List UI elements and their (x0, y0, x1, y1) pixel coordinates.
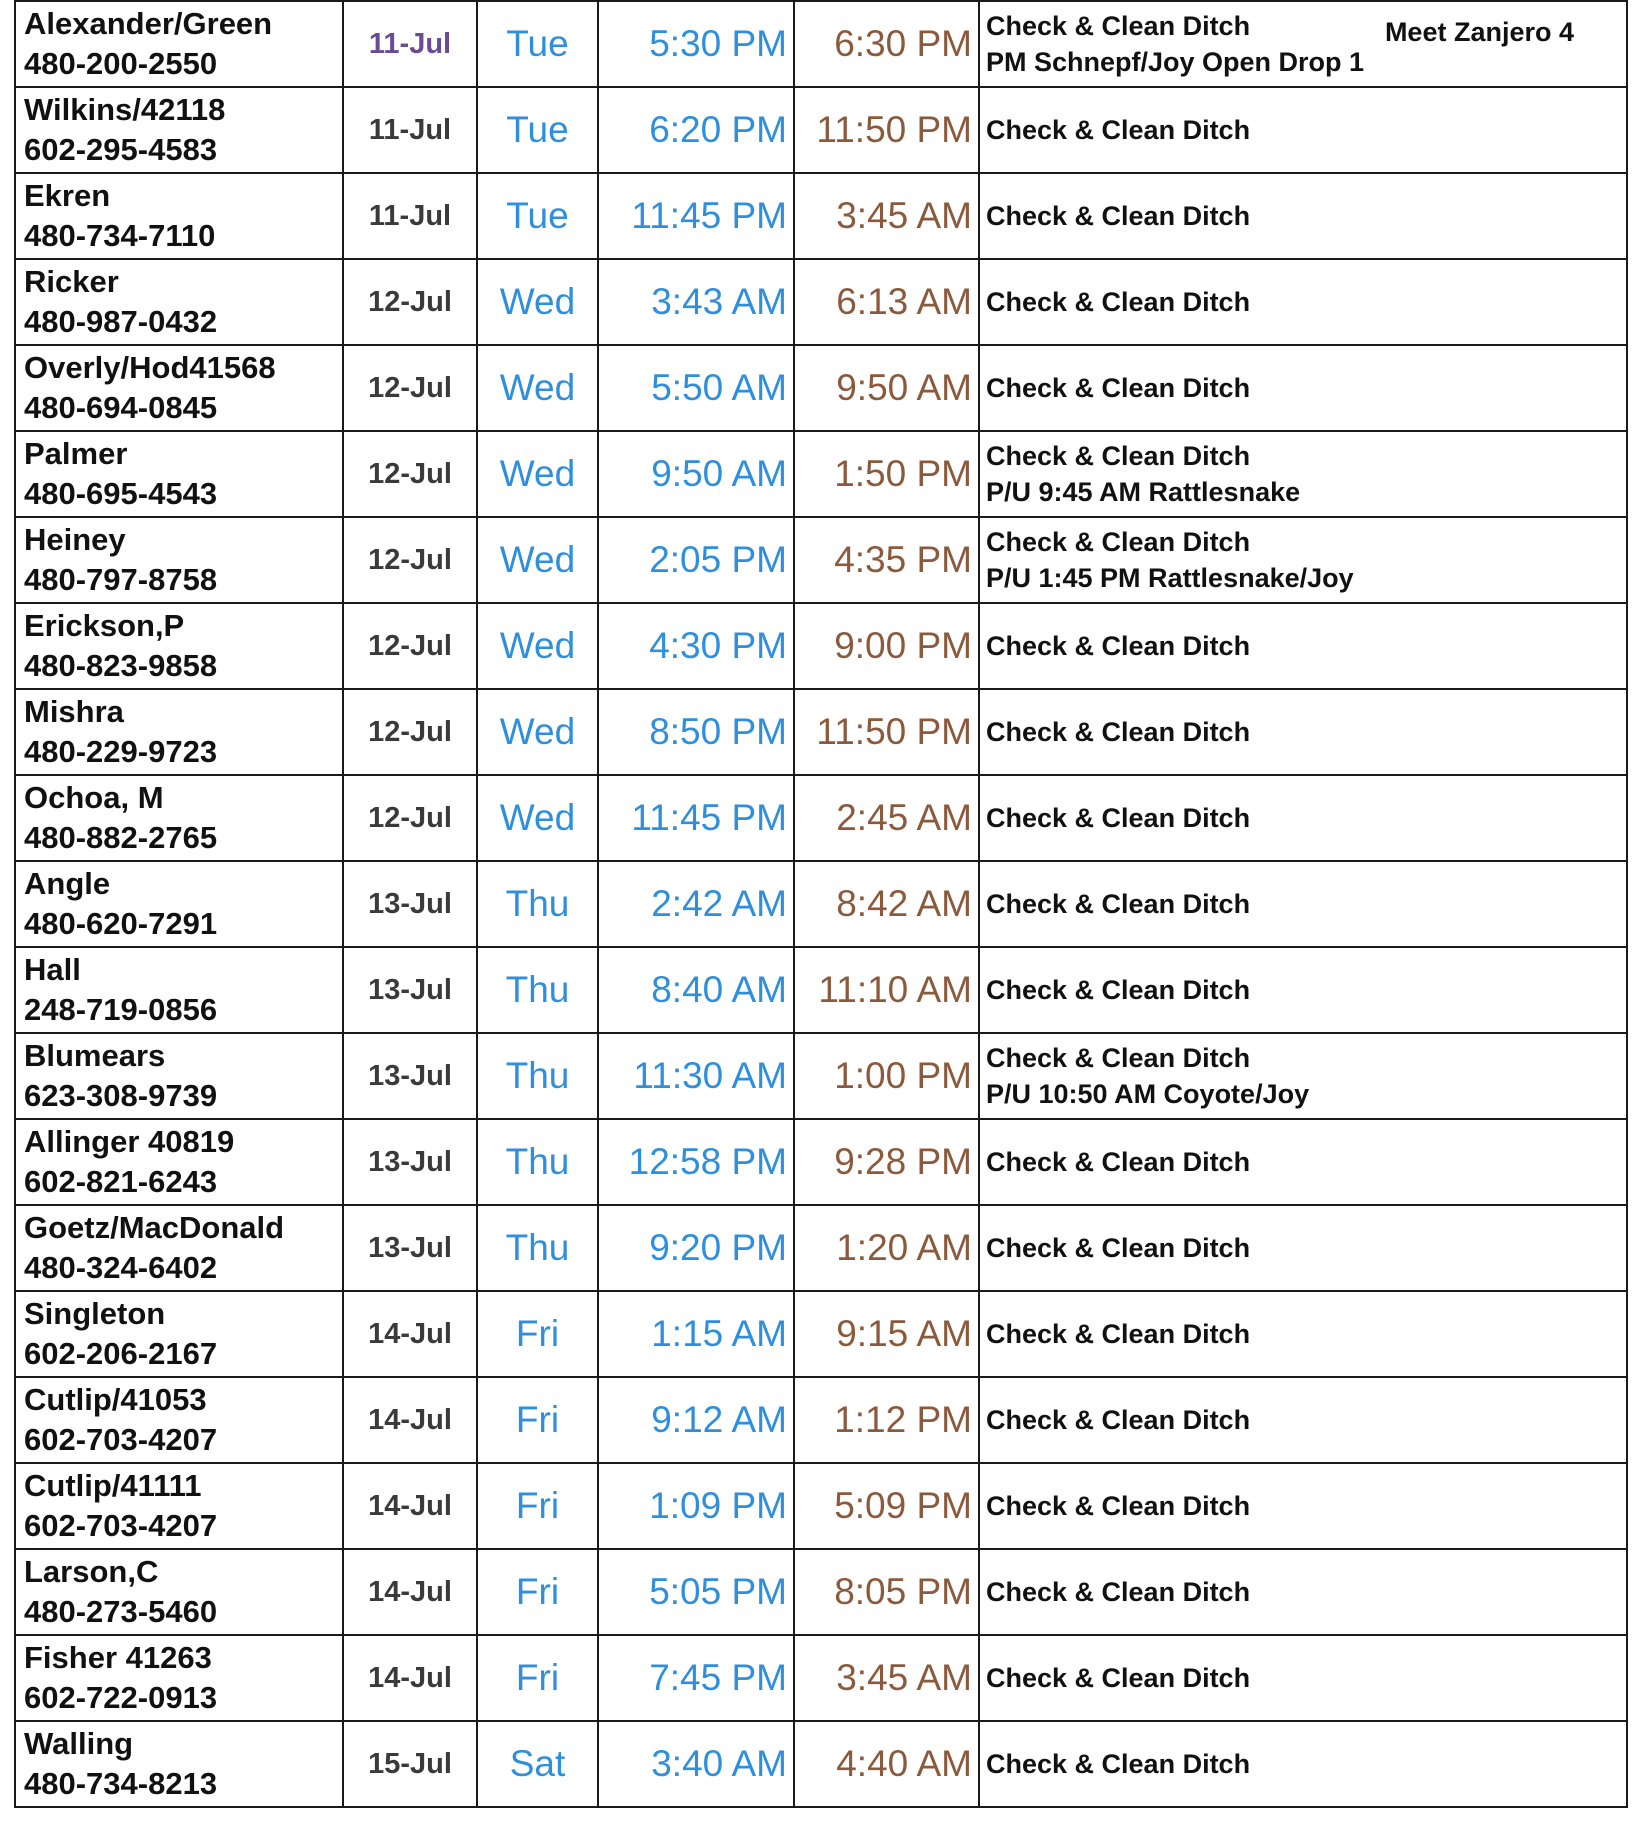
end-time-cell: 11:10 AM (794, 947, 979, 1033)
customer-cell (15, 345, 343, 431)
customer-name: Hall (24, 952, 81, 987)
date-cell: 13-Jul (343, 1119, 477, 1205)
customer-name: Larson,C (24, 1554, 159, 1589)
table-row (15, 1033, 1627, 1119)
end-time-cell: 3:45 AM (794, 173, 979, 259)
day-cell: Thu (477, 861, 598, 947)
note-line-1: Check & Clean Ditch (986, 287, 1251, 317)
start-time-cell: 9:20 PM (598, 1205, 794, 1291)
date-cell: 12-Jul (343, 689, 477, 775)
day-cell: Wed (477, 345, 598, 431)
notes-cell (979, 87, 1627, 173)
date-cell: 14-Jul (343, 1291, 477, 1377)
customer-cell (15, 1205, 343, 1291)
note-line-1: Check & Clean Ditch (986, 115, 1251, 145)
note-line-1: Check & Clean Ditch (986, 717, 1251, 747)
customer-cell (15, 1, 343, 87)
table-row (15, 603, 1627, 689)
customer-name: Wilkins/42118 (24, 92, 226, 127)
note-line-2: PM Schnepf/Joy Open Drop 1 (986, 47, 1365, 77)
notes-cell (979, 1721, 1627, 1807)
notes-cell (979, 775, 1627, 861)
start-time-cell: 1:15 AM (598, 1291, 794, 1377)
note-line-1: Check & Clean Ditch (986, 1577, 1251, 1607)
table-row (15, 259, 1627, 345)
start-time-cell: 1:09 PM (598, 1463, 794, 1549)
customer-name: Ekren (24, 178, 111, 213)
customer-name: Alexander/Green (24, 6, 273, 41)
day-cell: Wed (477, 689, 598, 775)
customer-name: Ricker (24, 264, 119, 299)
note-line-1: Check & Clean Ditch (986, 11, 1251, 41)
date-cell: 11-Jul (343, 87, 477, 173)
end-time-cell: 2:45 AM (794, 775, 979, 861)
start-time-cell: 6:20 PM (598, 87, 794, 173)
table-row (15, 1635, 1627, 1721)
table-row (15, 775, 1627, 861)
note-line-1: Check & Clean Ditch (986, 441, 1251, 471)
note-line-1: Check & Clean Ditch (986, 1663, 1251, 1693)
notes-cell (979, 1119, 1627, 1205)
table-row (15, 1377, 1627, 1463)
customer-name: Heiney (24, 522, 126, 557)
customer-cell (15, 173, 343, 259)
customer-cell (15, 689, 343, 775)
note-line-1: Check & Clean Ditch (986, 1491, 1251, 1521)
date-cell: 14-Jul (343, 1463, 477, 1549)
date-cell: 13-Jul (343, 1205, 477, 1291)
date-cell: 11-Jul (343, 173, 477, 259)
start-time-cell: 8:50 PM (598, 689, 794, 775)
schedule-table (14, 0, 1628, 1808)
day-cell: Fri (477, 1291, 598, 1377)
notes-cell (979, 1463, 1627, 1549)
customer-name: Erickson,P (24, 608, 185, 643)
customer-phone: 602-821-6243 (24, 1164, 218, 1199)
note-line-1: Check & Clean Ditch (986, 803, 1251, 833)
date-cell: 12-Jul (343, 431, 477, 517)
day-cell: Fri (477, 1463, 598, 1549)
note-line-1: Check & Clean Ditch (986, 1043, 1251, 1073)
date-cell: 12-Jul (343, 345, 477, 431)
customer-phone: 623-308-9739 (24, 1078, 218, 1113)
customer-cell (15, 1549, 343, 1635)
date-cell: 14-Jul (343, 1635, 477, 1721)
table-row (15, 87, 1627, 173)
start-time-cell: 2:05 PM (598, 517, 794, 603)
note-line-2: P/U 1:45 PM Rattlesnake/Joy (986, 563, 1354, 593)
day-cell: Sat (477, 1721, 598, 1807)
table-row (15, 1721, 1627, 1807)
customer-cell (15, 603, 343, 689)
customer-name: Blumears (24, 1038, 166, 1073)
end-time-cell: 9:50 AM (794, 345, 979, 431)
end-time-cell: 8:05 PM (794, 1549, 979, 1635)
table-row (15, 431, 1627, 517)
customer-phone: 480-823-9858 (24, 648, 218, 683)
day-cell: Thu (477, 947, 598, 1033)
day-cell: Wed (477, 603, 598, 689)
customer-name: Angle (24, 866, 111, 901)
table-row (15, 1549, 1627, 1635)
day-cell: Tue (477, 173, 598, 259)
customer-name: Allinger 40819 (24, 1124, 235, 1159)
date-cell: 15-Jul (343, 1721, 477, 1807)
customer-cell (15, 1119, 343, 1205)
table-row (15, 947, 1627, 1033)
date-cell: 12-Jul (343, 603, 477, 689)
customer-name: Goetz/MacDonald (24, 1210, 285, 1245)
note-line-1: Check & Clean Ditch (986, 631, 1251, 661)
start-time-cell: 4:30 PM (598, 603, 794, 689)
customer-phone: 480-734-7110 (24, 218, 216, 253)
irrigation-schedule-sheet (14, 0, 1626, 1808)
note-line-1: Check & Clean Ditch (986, 527, 1251, 557)
customer-phone: 480-324-6402 (24, 1250, 218, 1285)
customer-cell (15, 1291, 343, 1377)
customer-name: Singleton (24, 1296, 166, 1331)
customer-name: Mishra (24, 694, 124, 729)
note-extra: Meet Zanjero 4 (1384, 17, 1574, 47)
customer-cell (15, 431, 343, 517)
note-line-1: Check & Clean Ditch (986, 1405, 1251, 1435)
customer-phone: 480-987-0432 (24, 304, 218, 339)
end-time-cell: 9:15 AM (794, 1291, 979, 1377)
customer-cell (15, 1463, 343, 1549)
notes-cell (979, 947, 1627, 1033)
customer-cell (15, 87, 343, 173)
day-cell: Fri (477, 1377, 598, 1463)
table-row (15, 1463, 1627, 1549)
notes-cell (979, 1291, 1627, 1377)
start-time-cell: 11:30 AM (598, 1033, 794, 1119)
day-cell: Wed (477, 431, 598, 517)
start-time-cell: 12:58 PM (598, 1119, 794, 1205)
customer-name: Walling (24, 1726, 134, 1761)
note-line-1: Check & Clean Ditch (986, 1749, 1251, 1779)
note-line-1: Check & Clean Ditch (986, 975, 1251, 1005)
customer-phone: 248-719-0856 (24, 992, 218, 1027)
notes-cell (979, 173, 1627, 259)
note-line-1: Check & Clean Ditch (986, 1233, 1251, 1263)
customer-cell (15, 1635, 343, 1721)
day-cell: Tue (477, 87, 598, 173)
end-time-cell: 6:13 AM (794, 259, 979, 345)
end-time-cell: 6:30 PM (794, 1, 979, 87)
note-line-2: P/U 9:45 AM Rattlesnake (986, 477, 1301, 507)
start-time-cell: 8:40 AM (598, 947, 794, 1033)
customer-name: Cutlip/41053 (24, 1382, 207, 1417)
date-cell: 12-Jul (343, 259, 477, 345)
end-time-cell: 11:50 PM (794, 87, 979, 173)
customer-cell (15, 259, 343, 345)
end-time-cell: 11:50 PM (794, 689, 979, 775)
end-time-cell: 4:35 PM (794, 517, 979, 603)
start-time-cell: 11:45 PM (598, 173, 794, 259)
end-time-cell: 1:50 PM (794, 431, 979, 517)
day-cell: Wed (477, 775, 598, 861)
notes-cell (979, 259, 1627, 345)
day-cell: Thu (477, 1033, 598, 1119)
note-line-1: Check & Clean Ditch (986, 1147, 1251, 1177)
table-row (15, 1205, 1627, 1291)
start-time-cell: 5:05 PM (598, 1549, 794, 1635)
customer-phone: 602-206-2167 (24, 1336, 218, 1371)
note-line-1: Check & Clean Ditch (986, 201, 1251, 231)
note-line-1: Check & Clean Ditch (986, 373, 1251, 403)
note-line-1: Check & Clean Ditch (986, 1319, 1251, 1349)
date-cell: 11-Jul (343, 1, 477, 87)
customer-phone: 602-295-4583 (24, 132, 218, 167)
customer-phone: 480-797-8758 (24, 562, 218, 597)
notes-cell (979, 1549, 1627, 1635)
notes-cell (979, 517, 1627, 603)
customer-phone: 480-882-2765 (24, 820, 218, 855)
table-row (15, 1, 1627, 87)
customer-name: Ochoa, M (24, 780, 164, 815)
notes-cell (979, 1, 1627, 87)
customer-phone: 480-694-0845 (24, 390, 218, 425)
customer-cell (15, 1721, 343, 1807)
table-row (15, 173, 1627, 259)
day-cell: Thu (477, 1205, 598, 1291)
day-cell: Tue (477, 1, 598, 87)
end-time-cell: 9:00 PM (794, 603, 979, 689)
start-time-cell: 9:12 AM (598, 1377, 794, 1463)
customer-cell (15, 861, 343, 947)
table-row (15, 1291, 1627, 1377)
customer-cell (15, 1033, 343, 1119)
table-row (15, 517, 1627, 603)
date-cell: 14-Jul (343, 1549, 477, 1635)
customer-phone: 480-620-7291 (24, 906, 218, 941)
date-cell: 12-Jul (343, 775, 477, 861)
day-cell: Fri (477, 1549, 598, 1635)
day-cell: Wed (477, 259, 598, 345)
day-cell: Thu (477, 1119, 598, 1205)
end-time-cell: 1:20 AM (794, 1205, 979, 1291)
start-time-cell: 3:43 AM (598, 259, 794, 345)
customer-phone: 602-703-4207 (24, 1508, 218, 1543)
customer-name: Palmer (24, 436, 128, 471)
note-line-2: P/U 10:50 AM Coyote/Joy (986, 1079, 1310, 1109)
customer-phone: 480-200-2550 (24, 46, 218, 81)
start-time-cell: 5:50 AM (598, 345, 794, 431)
notes-cell (979, 1377, 1627, 1463)
notes-cell (979, 603, 1627, 689)
date-cell: 13-Jul (343, 947, 477, 1033)
customer-name: Fisher 41263 (24, 1640, 212, 1675)
customer-phone: 480-734-8213 (24, 1766, 218, 1801)
notes-cell (979, 861, 1627, 947)
notes-cell (979, 689, 1627, 775)
customer-cell (15, 947, 343, 1033)
start-time-cell: 7:45 PM (598, 1635, 794, 1721)
customer-name: Overly/Hod41568 (24, 350, 276, 385)
start-time-cell: 5:30 PM (598, 1, 794, 87)
table-row (15, 861, 1627, 947)
end-time-cell: 4:40 AM (794, 1721, 979, 1807)
customer-phone: 480-273-5460 (24, 1594, 218, 1629)
customer-phone: 602-722-0913 (24, 1680, 218, 1715)
end-time-cell: 1:12 PM (794, 1377, 979, 1463)
date-cell: 13-Jul (343, 1033, 477, 1119)
schedule-body (15, 1, 1627, 1807)
notes-cell (979, 1635, 1627, 1721)
customer-phone: 480-229-9723 (24, 734, 218, 769)
end-time-cell: 1:00 PM (794, 1033, 979, 1119)
table-row (15, 345, 1627, 431)
table-row (15, 1119, 1627, 1205)
date-cell: 14-Jul (343, 1377, 477, 1463)
end-time-cell: 8:42 AM (794, 861, 979, 947)
note-line-1: Check & Clean Ditch (986, 889, 1251, 919)
customer-cell (15, 517, 343, 603)
customer-phone: 480-695-4543 (24, 476, 218, 511)
notes-cell (979, 431, 1627, 517)
customer-phone: 602-703-4207 (24, 1422, 218, 1457)
end-time-cell: 5:09 PM (794, 1463, 979, 1549)
notes-cell (979, 1033, 1627, 1119)
customer-cell (15, 1377, 343, 1463)
day-cell: Fri (477, 1635, 598, 1721)
notes-cell (979, 1205, 1627, 1291)
end-time-cell: 3:45 AM (794, 1635, 979, 1721)
table-row (15, 689, 1627, 775)
end-time-cell: 9:28 PM (794, 1119, 979, 1205)
day-cell: Wed (477, 517, 598, 603)
date-cell: 12-Jul (343, 517, 477, 603)
start-time-cell: 9:50 AM (598, 431, 794, 517)
notes-cell (979, 345, 1627, 431)
start-time-cell: 3:40 AM (598, 1721, 794, 1807)
start-time-cell: 2:42 AM (598, 861, 794, 947)
date-cell: 13-Jul (343, 861, 477, 947)
customer-name: Cutlip/41111 (24, 1468, 202, 1503)
customer-cell (15, 775, 343, 861)
start-time-cell: 11:45 PM (598, 775, 794, 861)
